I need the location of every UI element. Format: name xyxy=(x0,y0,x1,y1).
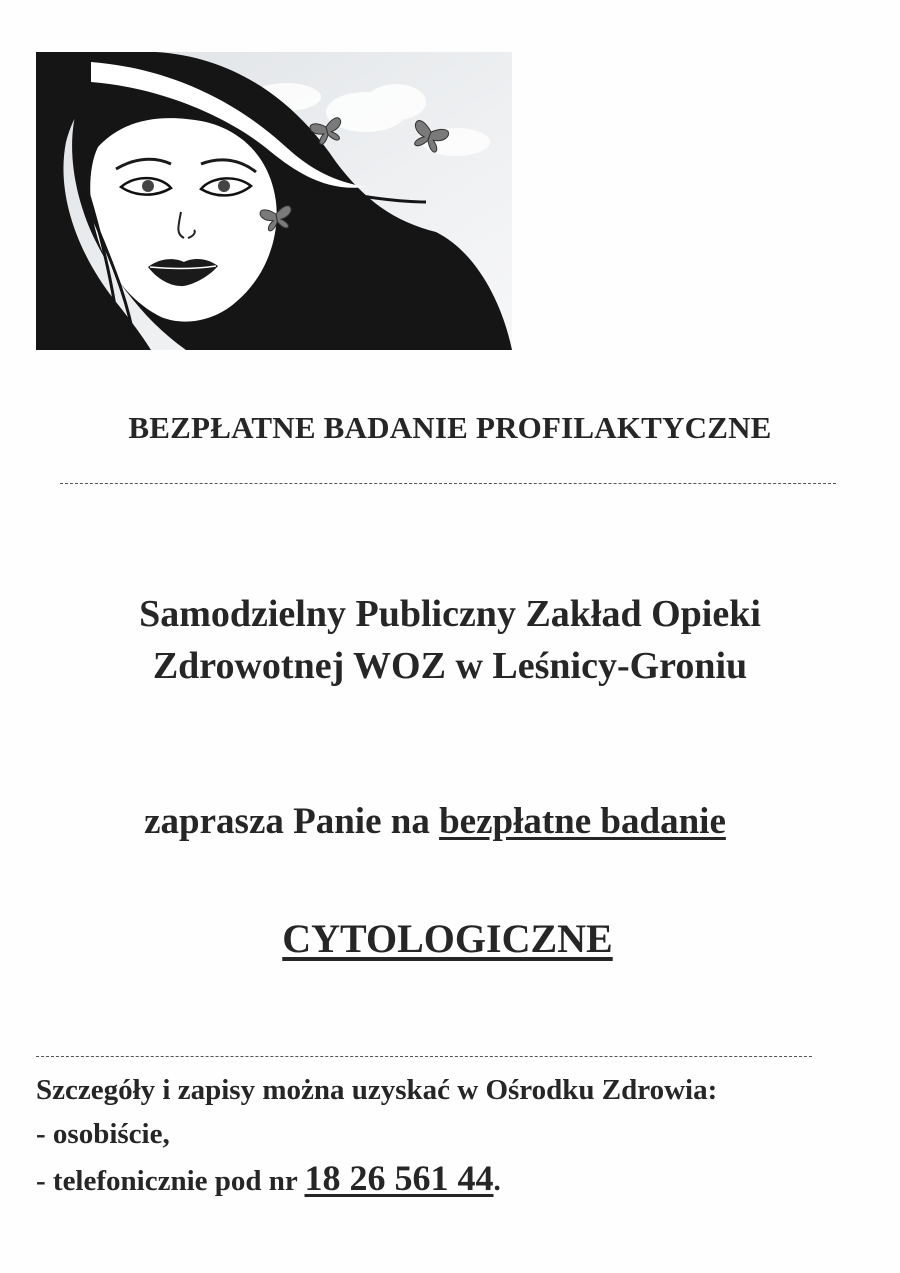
details-in-person: - osobiście, xyxy=(36,1118,170,1150)
contact-details xyxy=(36,1068,876,1203)
institution-line-2: Zdrowotnej WOZ w Leśnicy-Groniu xyxy=(152,645,748,687)
institution-line-1: Samodzielny Publiczny Zakład Opieki xyxy=(139,593,761,635)
invitation-prefix: zaprasza Panie na xyxy=(144,801,440,842)
poster-heading: BEZPŁATNE BADANIE PROFILAKTYCZNE xyxy=(128,410,772,445)
details-phone-prefix: - telefonicznie pod nr xyxy=(36,1165,305,1197)
phone-number: 18 26 561 44 xyxy=(304,1158,494,1198)
phone-suffix: . xyxy=(493,1165,501,1197)
invitation-text xyxy=(0,800,870,843)
exam-name: CYTOLOGICZNE xyxy=(282,916,613,961)
divider-bottom xyxy=(36,1056,812,1057)
details-phone-line xyxy=(36,1156,876,1203)
invitation-underlined: bezpłatne badanie xyxy=(439,801,726,842)
institution-name xyxy=(0,588,900,692)
details-intro: Szczegóły i zapisy można uzyskać w Ośrodku Zdrowia: xyxy=(36,1074,718,1106)
divider-top xyxy=(60,483,836,484)
woman-butterflies-illustration xyxy=(36,52,512,350)
